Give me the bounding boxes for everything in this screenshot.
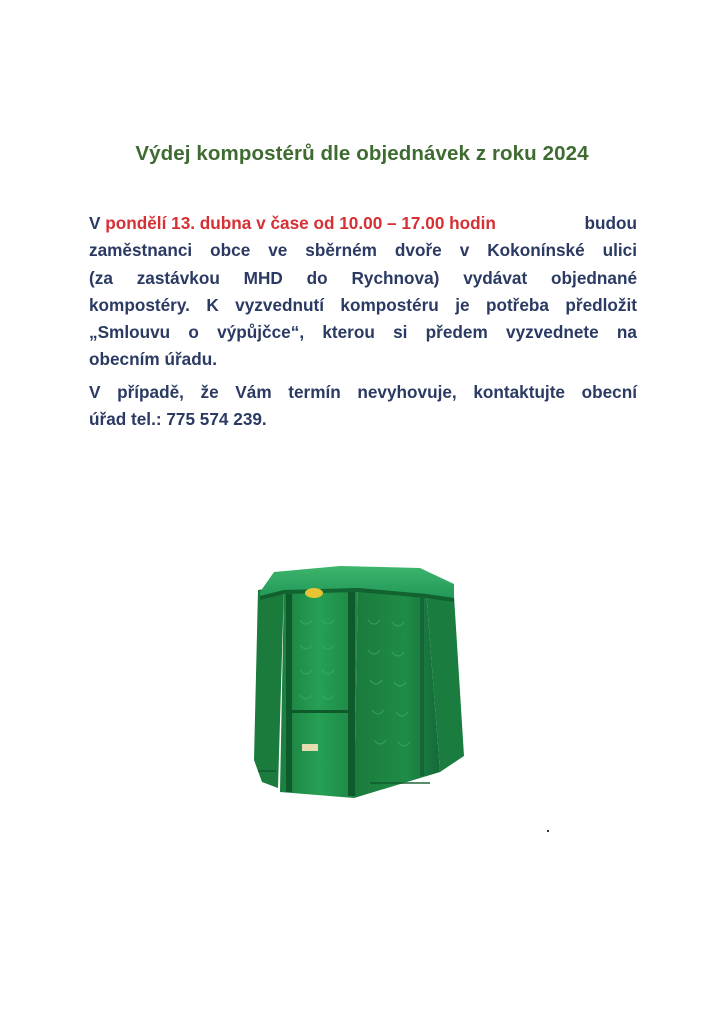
text-line: kompostéry. K vyzvednutí kompostéru je potřeba předložit <box>89 294 637 315</box>
paragraph-contact-info <box>89 379 637 434</box>
text-line: „Smlouvu o výpůjčce“, kterou si předem vyzvednete na <box>89 322 637 343</box>
text-segment: budou <box>584 213 637 233</box>
composter-image <box>250 560 472 808</box>
composter-illustration <box>250 560 472 808</box>
text-line: zaměstnanci obce ve sběrném dvoře v Kokonínské ulici <box>89 240 637 261</box>
text-line: V případě, že Vám termín nevyhovuje, kontaktujte obecní <box>89 382 637 402</box>
page-title: Výdej kompostérů dle objednávek z roku 2024 <box>135 142 589 165</box>
text-segment: V <box>89 213 106 233</box>
text-line <box>89 210 637 237</box>
text-line: (za zastávkou MHD do Rychnova) vydávat objednané <box>89 267 637 288</box>
date-time-highlight: pondělí 13. dubna v čase od 10.00 – 17.00 hodin <box>105 213 496 233</box>
paragraph-pickup-info <box>89 210 637 374</box>
scan-speck <box>547 830 549 832</box>
text-line: obecním úřadu. <box>89 349 217 370</box>
phone-line: úřad tel.: 775 574 239. <box>89 409 267 430</box>
